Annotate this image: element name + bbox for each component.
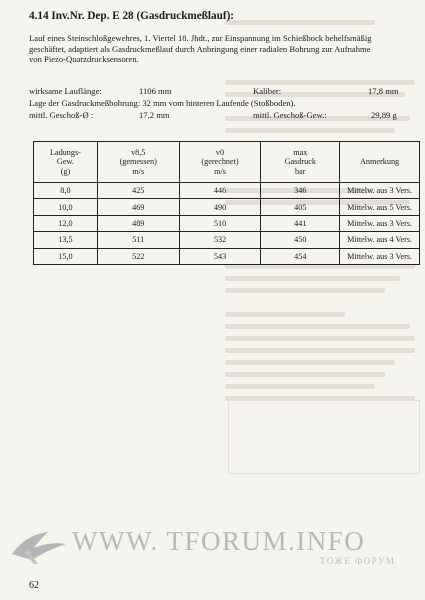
- section-title: 4.14 Inv.Nr. Dep. E 28 (Gasdruckmeßlauf):: [29, 10, 235, 22]
- kaliber-value: 17,8 mm: [368, 86, 399, 96]
- table-row: 10,0 469 490 405 Mittelw. aus 5 Vers.: [34, 199, 420, 215]
- intro-line: von Piezo-Quarzdrucksensoren.: [29, 54, 139, 65]
- watermark-text: WWW. TFORUM.INFO: [72, 526, 366, 556]
- table-row: 12,0 489 510 441 Mittelw. aus 3 Vers.: [34, 215, 420, 231]
- table-header-row: [34, 142, 420, 183]
- lauflaenge-label: wirksame Lauflänge:: [29, 86, 102, 96]
- bleed-through-table: [228, 400, 420, 474]
- table-row: 15,0 522 543 454 Mittelw. aus 3 Vers.: [34, 248, 420, 264]
- geschoss-gewicht-label: mittl. Geschoß-Gew.:: [253, 110, 327, 120]
- header-anmerkung: Anmerkung: [340, 142, 420, 183]
- kaliber-label: Kaliber:: [253, 86, 282, 96]
- lauflaenge-value: 1106 mm: [139, 86, 172, 96]
- measurement-table: [33, 141, 420, 265]
- geschoss-durchmesser-label: mittl. Geschoß-Ø :: [29, 110, 94, 120]
- page-number: 62: [29, 580, 39, 591]
- watermark-logo-icon: [8, 520, 70, 568]
- header-ladungsgewicht: Ladungs- Gew. (g): [34, 142, 98, 183]
- table-row: 8,0 425 446 346 Mittelw. aus 3 Vers.: [34, 183, 420, 199]
- geschoss-durchmesser-value: 17,2 mm: [139, 110, 170, 120]
- watermark-subtext: ТОЖЕ ФОРУМ: [320, 556, 396, 566]
- header-v0: v0 (gerechnet) m/s: [179, 142, 261, 183]
- intro-line: Lauf eines Steinschloßgewehres, 1. Viertel 18. Jhdt., zur Einspannung im Schießbock behelfsmäßig: [29, 33, 372, 43]
- table-row: 13,5 511 532 450 Mittelw. aus 4 Vers.: [34, 232, 420, 248]
- messbohrung-position: Lage der Gasdruckmeßbohrung: 32 mm vom hinteren Laufende (Stoßboden).: [29, 98, 296, 108]
- intro-paragraph: [29, 33, 425, 65]
- geschoss-gewicht-value: 29,89 g: [371, 110, 397, 120]
- intro-line: geschäftet, adaptiert als Gasdruckmeßlauf durch Anbringung einer radialen Bohrung zur Aufnahme: [29, 43, 371, 54]
- header-v85: v8,5 (gemessen) m/s: [97, 142, 179, 183]
- header-gasdruck: max Gasdruck bar: [261, 142, 340, 183]
